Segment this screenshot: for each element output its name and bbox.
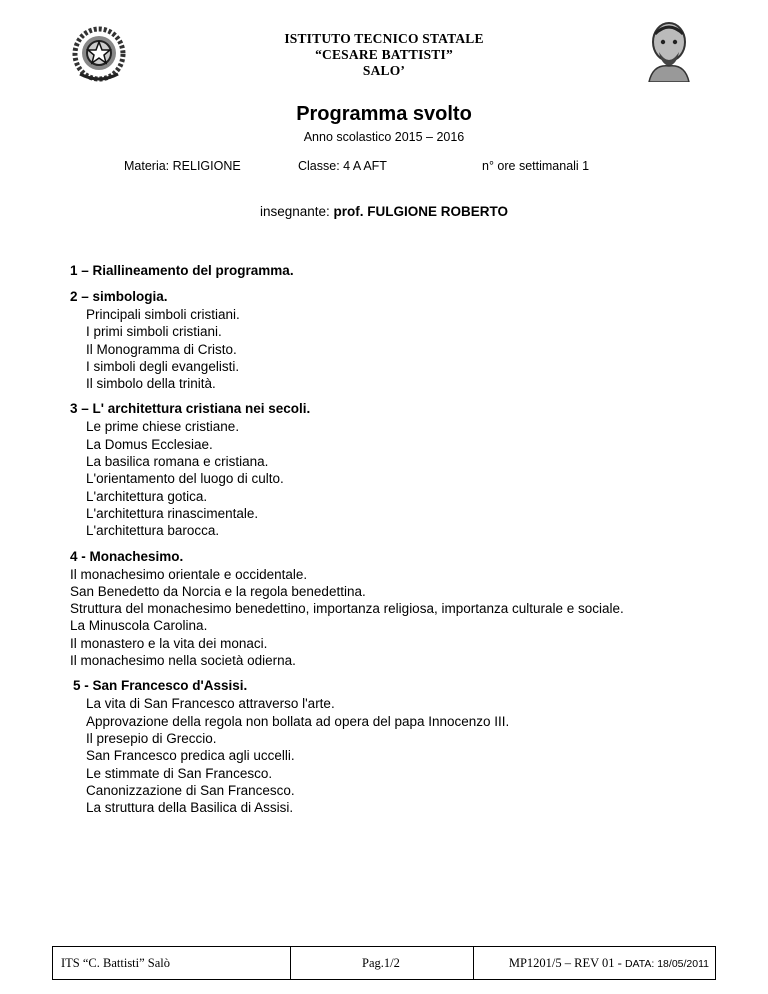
section-title: 1 – Riallineamento del programma. [70,263,294,278]
list-item: L'orientamento del luogo di culto. [86,471,284,487]
school-name-line-2: “CESARE BATTISTI” [315,47,453,62]
section-title: 2 – simbologia. [70,289,168,304]
list-item: Le stimmate di San Francesco. [86,765,273,781]
list-item: Le prime chiese cristiane. [86,419,240,435]
teacher-name: prof. FULGIONE ROBERTO [333,204,509,219]
list-item: Il monachesimo orientale e occidentale. [70,566,308,582]
list-item: La vita di San Francesco attraverso l'arte. [86,696,335,712]
list-item: Canonizzazione di San Francesco. [86,782,295,798]
list-item: Il monachesimo nella società odierna. [70,653,296,669]
teacher-line [0,204,768,219]
list-item: Principali simboli cristiani. [86,307,240,322]
footer-divider [290,947,291,979]
teacher-label: insegnante: [259,204,330,219]
section-2 [70,288,710,392]
document-date: DATA: 18/05/2011 [624,958,709,970]
list-item: I primi simboli cristiani. [86,324,222,340]
school-year: Anno scolastico 2015 – 2016 [303,130,465,144]
list-item: La Domus Ecclesiae. [86,436,213,452]
list-item: La struttura della Basilica di Assisi. [86,800,294,816]
section-title: 3 – L' architettura cristiana nei secoli. [70,401,311,417]
school-name-line-1: ISTITUTO TECNICO STATALE [284,31,484,46]
section-3 [70,400,710,539]
section-1 [70,262,710,280]
section-title: 4 - Monachesimo. [70,548,184,564]
list-item: L'architettura rinascimentale. [86,505,259,521]
footer-code [509,947,709,979]
footer-divider [473,947,474,979]
list-item: Il presepio di Greccio. [86,730,217,746]
list-item: Struttura del monachesimo benedettino, importanza religiosa, importanza culturale e sociale. [70,601,624,617]
footer-school: ITS “C. Battisti” Salò [61,956,171,970]
section-5 [70,677,710,816]
page-footer [52,946,716,980]
list-item: San Francesco predica agli uccelli. [86,748,295,764]
list-item: Approvazione della regola non bollata ad opera del papa Innocenzo III. [86,713,510,729]
list-item: San Benedetto da Norcia e la regola benedettina. [70,583,366,599]
list-item: Il simbolo della trinità. [86,376,216,392]
section-4 [70,548,710,670]
list-item: L'architettura barocca. [86,523,220,539]
list-item: Il Monogramma di Cristo. [86,341,237,357]
section-title: 5 - San Francesco d'Assisi. [73,678,248,694]
list-item: L'architettura gotica. [86,488,208,504]
list-item: La basilica romana e cristiana. [86,454,269,470]
list-item: I simboli degli evangelisti. [86,358,240,374]
weekly-hours-field: n° ore settimanali 1 [482,159,590,173]
document-title: Programma svolto [296,103,472,125]
list-item: La Minuscola Carolina. [70,618,208,634]
class-field: Classe: 4 A AFT [298,159,387,173]
school-name-line-3: SALO’ [362,63,406,78]
program-content [70,262,710,824]
page-number: Pag.1/2 [362,956,400,970]
list-item: Il monastero e la vita dei monaci. [70,635,268,651]
subject-field: Materia: RELIGIONE [124,159,241,173]
document-code: MP1201/5 – REV 01 - [508,956,622,970]
